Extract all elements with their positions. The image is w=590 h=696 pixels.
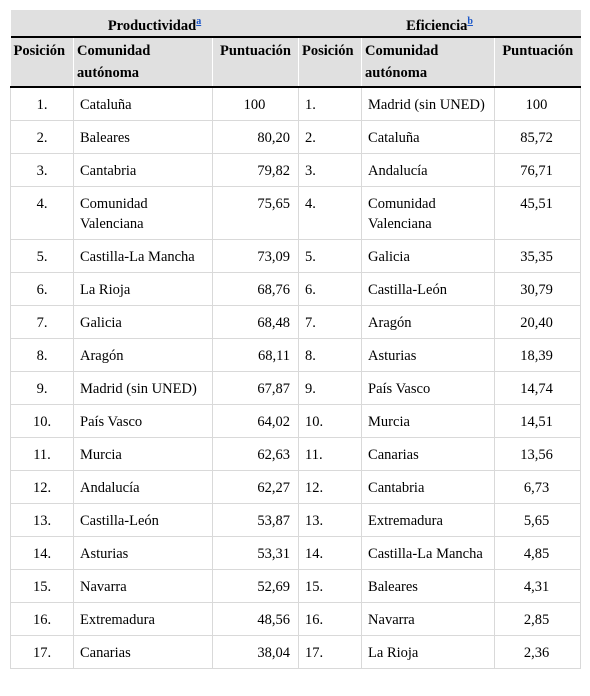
eficiencia-community: Navarra (362, 602, 495, 635)
eficiencia-community: Madrid (sin UNED) (362, 87, 495, 121)
eficiencia-score: 6,73 (495, 470, 581, 503)
eficiencia-position: 12. (299, 470, 362, 503)
table-row (11, 602, 581, 635)
eficiencia-score: 4,31 (495, 569, 581, 602)
eficiencia-community: Asturias (362, 338, 495, 371)
productividad-community: Canarias (74, 635, 213, 668)
productividad-position: 8. (11, 338, 74, 371)
eficiencia-score: 100 (495, 87, 581, 121)
ranking-table-container (10, 10, 580, 669)
table-row (11, 437, 581, 470)
eficiencia-position: 7. (299, 305, 362, 338)
productividad-score: 100 (213, 87, 299, 121)
eficiencia-score: 18,39 (495, 338, 581, 371)
eficiencia-score: 13,56 (495, 437, 581, 470)
eficiencia-score: 5,65 (495, 503, 581, 536)
eficiencia-score: 14,74 (495, 371, 581, 404)
table-row (11, 272, 581, 305)
col-header-posicion: Posición (11, 37, 74, 87)
productividad-community: Extremadura (74, 602, 213, 635)
table-row (11, 635, 581, 668)
eficiencia-position: 11. (299, 437, 362, 470)
eficiencia-label: Eficiencia (406, 17, 468, 34)
eficiencia-community: Cantabria (362, 470, 495, 503)
group-header-row (11, 10, 581, 37)
eficiencia-score: 2,36 (495, 635, 581, 668)
productividad-position: 6. (11, 272, 74, 305)
table-row (11, 239, 581, 272)
eficiencia-community: Castilla-León (362, 272, 495, 305)
productividad-score: 52,69 (213, 569, 299, 602)
table-row (11, 371, 581, 404)
eficiencia-community: Aragón (362, 305, 495, 338)
eficiencia-score: 45,51 (495, 186, 581, 239)
productividad-label: Productividad (107, 17, 197, 34)
eficiencia-score: 85,72 (495, 120, 581, 153)
eficiencia-position: 14. (299, 536, 362, 569)
productividad-community: Comunidad Valenciana (74, 186, 213, 239)
table-row (11, 186, 581, 239)
eficiencia-community: Comunidad Valenciana (362, 186, 495, 239)
productividad-score: 67,87 (213, 371, 299, 404)
productividad-community: Navarra (74, 569, 213, 602)
productividad-position: 9. (11, 371, 74, 404)
col-header-posicion: Posición (299, 37, 362, 87)
productividad-community: Cataluña (74, 87, 213, 121)
eficiencia-position: 6. (299, 272, 362, 305)
eficiencia-community: Andalucía (362, 153, 495, 186)
productividad-community: Asturias (74, 536, 213, 569)
eficiencia-group-header (299, 10, 581, 37)
productividad-community: Aragón (74, 338, 213, 371)
eficiencia-position: 16. (299, 602, 362, 635)
productividad-position: 12. (11, 470, 74, 503)
productividad-score: 68,76 (213, 272, 299, 305)
eficiencia-position: 10. (299, 404, 362, 437)
productividad-community: Madrid (sin UNED) (74, 371, 213, 404)
productividad-community: Baleares (74, 120, 213, 153)
table-row (11, 87, 581, 121)
eficiencia-position: 3. (299, 153, 362, 186)
productividad-score: 38,04 (213, 635, 299, 668)
productividad-score: 80,20 (213, 120, 299, 153)
eficiencia-score: 2,85 (495, 602, 581, 635)
eficiencia-position: 1. (299, 87, 362, 121)
productividad-position: 7. (11, 305, 74, 338)
eficiencia-position: 4. (299, 186, 362, 239)
eficiencia-community: País Vasco (362, 371, 495, 404)
productividad-community: Castilla-León (74, 503, 213, 536)
eficiencia-score: 76,71 (495, 153, 581, 186)
table-row (11, 338, 581, 371)
eficiencia-score: 4,85 (495, 536, 581, 569)
eficiencia-community: Cataluña (362, 120, 495, 153)
productividad-score: 53,31 (213, 536, 299, 569)
productividad-note-link[interactable]: a (196, 16, 202, 27)
eficiencia-score: 30,79 (495, 272, 581, 305)
col-header-comunidad: Comunidad autónoma (74, 37, 213, 87)
productividad-score: 62,63 (213, 437, 299, 470)
table-row (11, 569, 581, 602)
eficiencia-position: 2. (299, 120, 362, 153)
table-body (11, 87, 581, 669)
eficiencia-position: 8. (299, 338, 362, 371)
productividad-score: 68,11 (213, 338, 299, 371)
productividad-score: 64,02 (213, 404, 299, 437)
eficiencia-position: 17. (299, 635, 362, 668)
eficiencia-score: 14,51 (495, 404, 581, 437)
eficiencia-community: Murcia (362, 404, 495, 437)
productividad-position: 14. (11, 536, 74, 569)
productividad-community: País Vasco (74, 404, 213, 437)
productividad-position: 13. (11, 503, 74, 536)
eficiencia-community: Extremadura (362, 503, 495, 536)
table-row (11, 470, 581, 503)
table-row (11, 305, 581, 338)
productividad-score: 48,56 (213, 602, 299, 635)
table-row (11, 153, 581, 186)
productividad-score: 75,65 (213, 186, 299, 239)
eficiencia-community: Galicia (362, 239, 495, 272)
column-header-row (11, 37, 581, 87)
productividad-score: 62,27 (213, 470, 299, 503)
eficiencia-score: 35,35 (495, 239, 581, 272)
eficiencia-note-link[interactable]: b (467, 16, 473, 27)
productividad-position: 5. (11, 239, 74, 272)
productividad-position: 1. (11, 87, 74, 121)
productividad-position: 16. (11, 602, 74, 635)
productividad-score: 68,48 (213, 305, 299, 338)
productividad-position: 11. (11, 437, 74, 470)
eficiencia-community: Baleares (362, 569, 495, 602)
eficiencia-community: La Rioja (362, 635, 495, 668)
table-header (11, 10, 581, 87)
productividad-community: Castilla-La Mancha (74, 239, 213, 272)
productividad-community: Cantabria (74, 153, 213, 186)
productividad-community: Murcia (74, 437, 213, 470)
productividad-community: Galicia (74, 305, 213, 338)
table-row (11, 536, 581, 569)
productividad-position: 15. (11, 569, 74, 602)
productividad-group-header (11, 10, 299, 37)
productividad-position: 3. (11, 153, 74, 186)
eficiencia-position: 15. (299, 569, 362, 602)
productividad-community: Andalucía (74, 470, 213, 503)
productividad-position: 10. (11, 404, 74, 437)
productividad-position: 2. (11, 120, 74, 153)
col-header-puntuacion: Puntuación (495, 37, 581, 87)
eficiencia-community: Castilla-La Mancha (362, 536, 495, 569)
table-row (11, 120, 581, 153)
productividad-position: 17. (11, 635, 74, 668)
eficiencia-position: 13. (299, 503, 362, 536)
productividad-score: 79,82 (213, 153, 299, 186)
productividad-position: 4. (11, 186, 74, 239)
table-row (11, 503, 581, 536)
col-header-comunidad: Comunidad autónoma (362, 37, 495, 87)
productividad-score: 53,87 (213, 503, 299, 536)
col-header-puntuacion: Puntuación (213, 37, 299, 87)
eficiencia-community: Canarias (362, 437, 495, 470)
productividad-community: La Rioja (74, 272, 213, 305)
productividad-score: 73,09 (213, 239, 299, 272)
ranking-table (10, 10, 581, 669)
eficiencia-position: 5. (299, 239, 362, 272)
table-row (11, 404, 581, 437)
eficiencia-position: 9. (299, 371, 362, 404)
eficiencia-score: 20,40 (495, 305, 581, 338)
